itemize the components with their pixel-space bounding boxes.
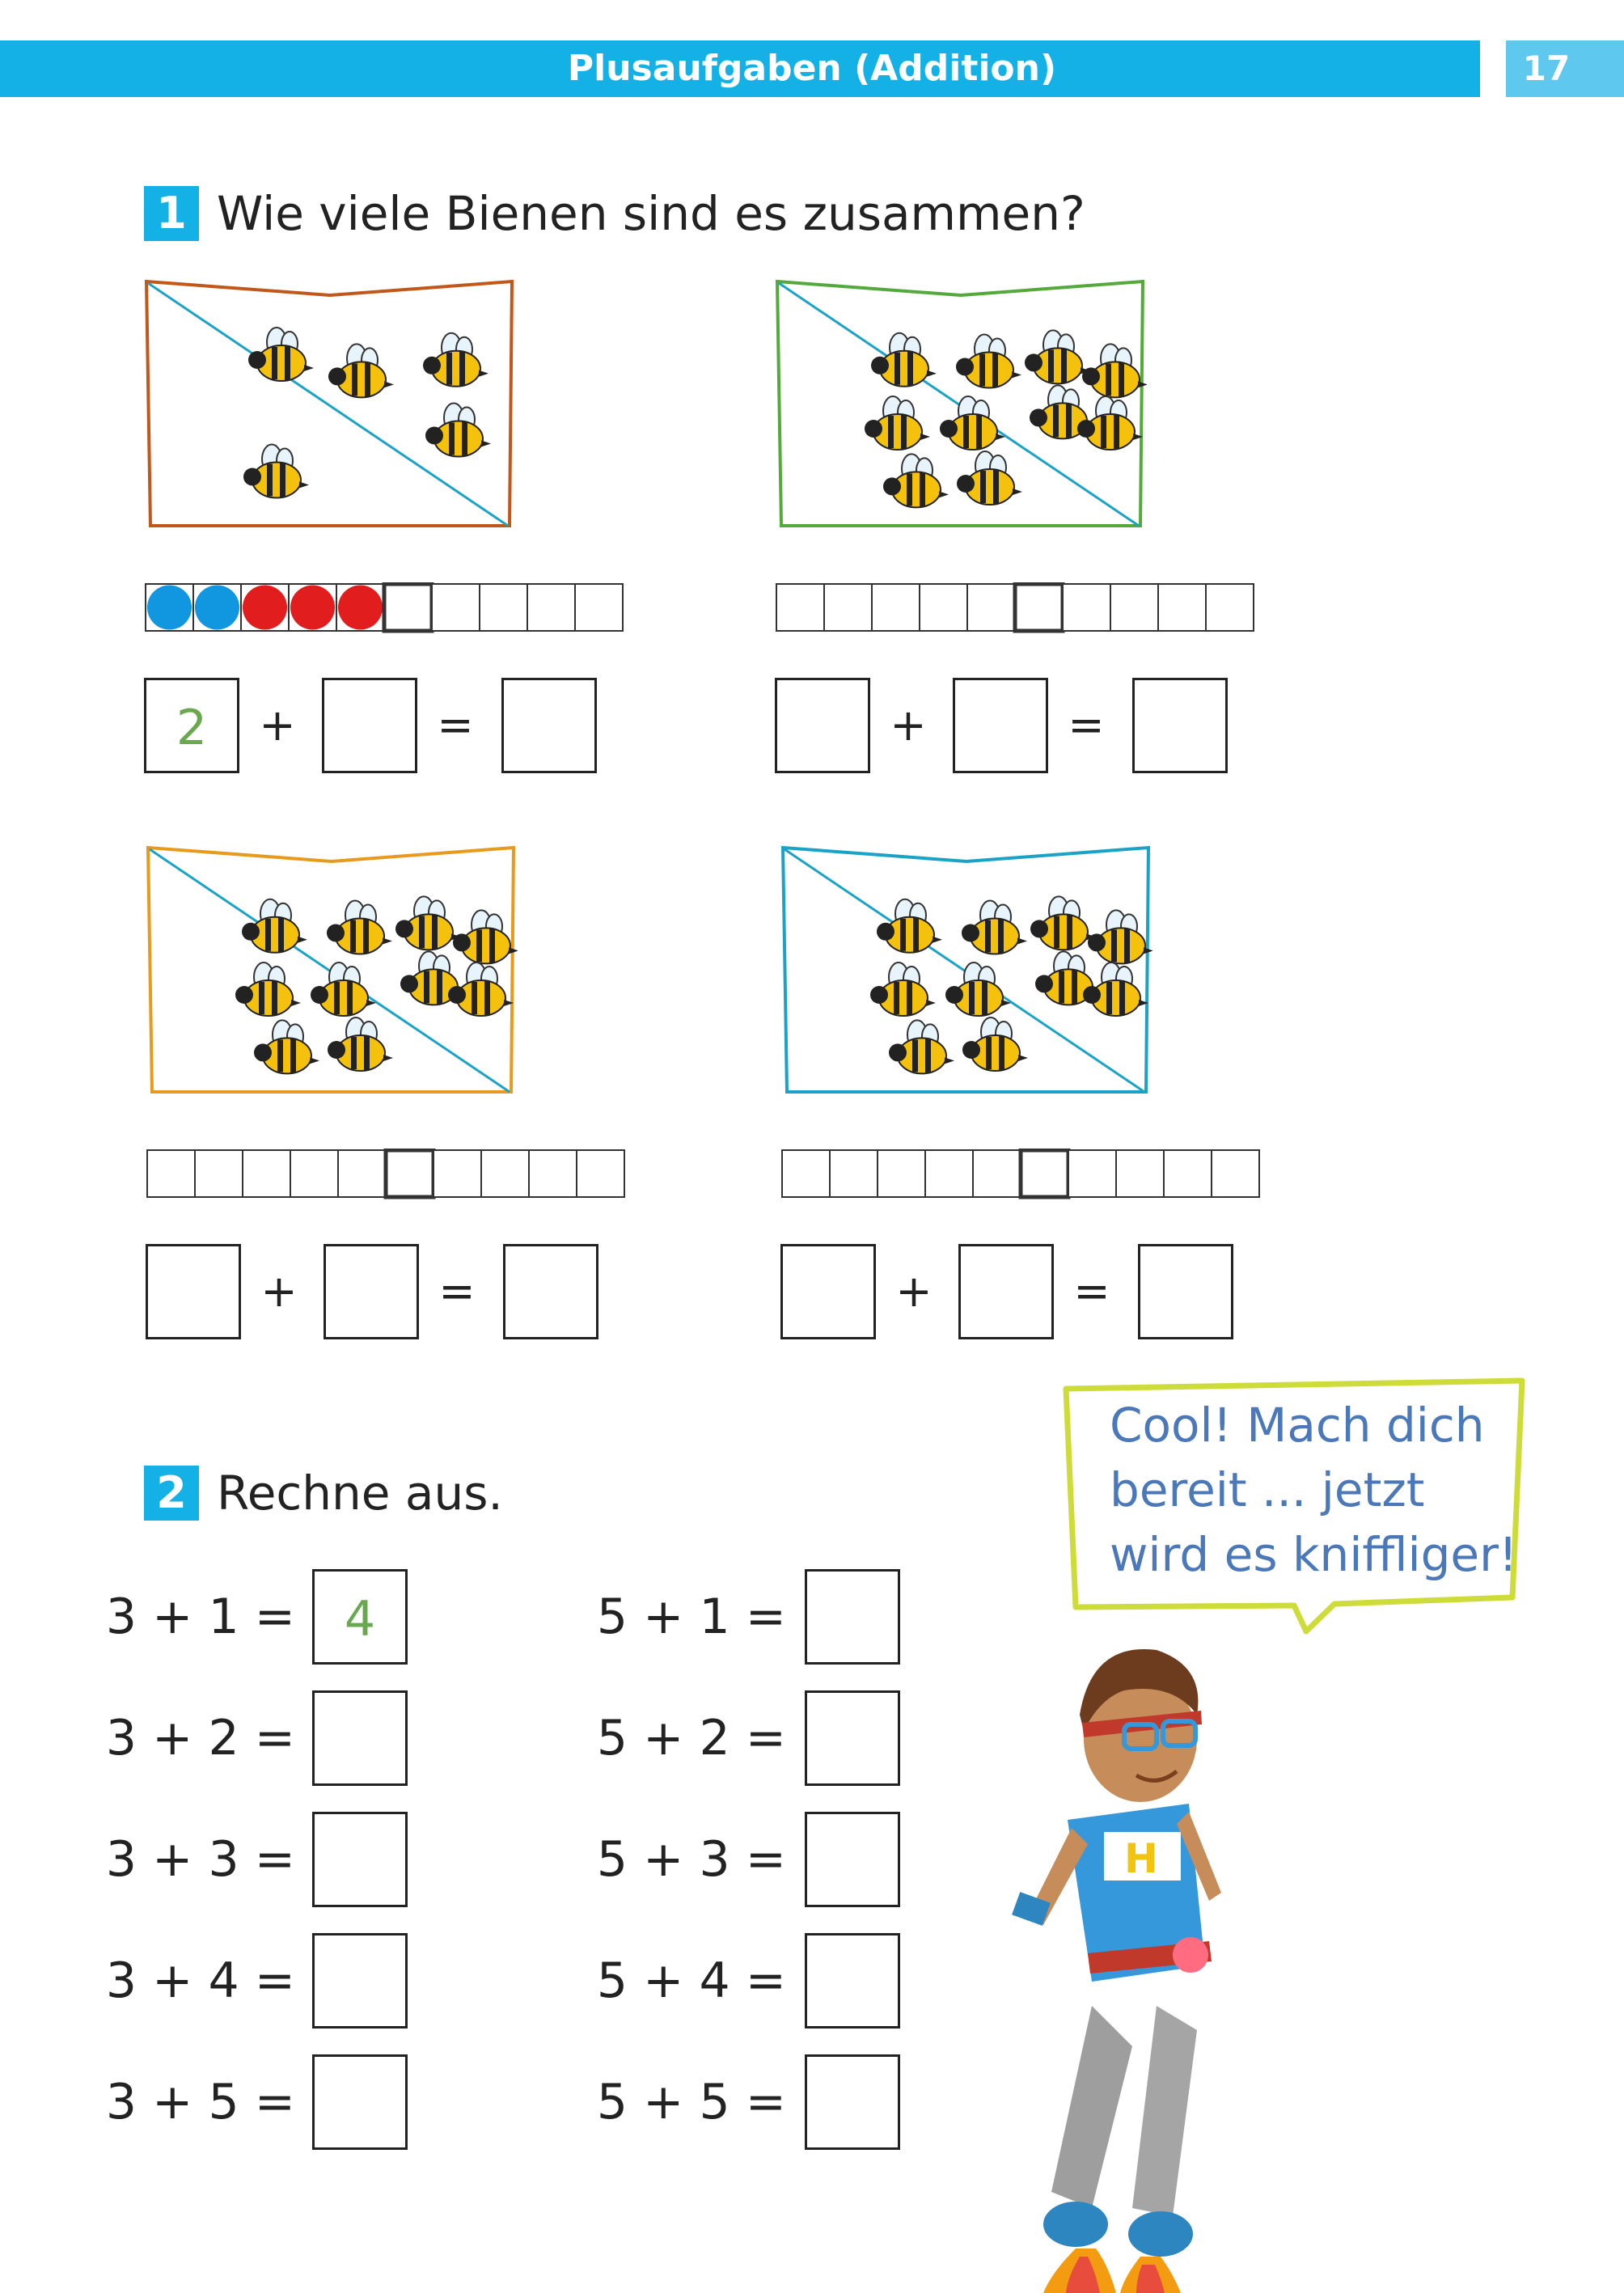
strip-cell xyxy=(147,1150,195,1197)
page-title: Plusaufgaben (Addition) xyxy=(567,48,1057,89)
equation-expression: 5 + 5 = xyxy=(596,2074,786,2130)
strip-cell xyxy=(290,1150,338,1197)
equation-expression: 5 + 1 = xyxy=(596,1589,786,1645)
plus-sign: + xyxy=(259,700,296,751)
strip-cell xyxy=(1212,1150,1259,1197)
answer-box[interactable]: 4 xyxy=(312,1569,408,1665)
plus-sign: + xyxy=(260,1266,298,1317)
strip-cell xyxy=(776,584,824,631)
bee-picture-2 xyxy=(775,279,1147,533)
addend-1-box[interactable] xyxy=(780,1244,876,1339)
strip-cell xyxy=(1068,1150,1116,1197)
strip-cell xyxy=(195,1150,243,1197)
counter-dot xyxy=(147,586,192,630)
task-1-number: 1 xyxy=(144,186,199,241)
speech-line-2: bereit ... jetzt xyxy=(1110,1462,1425,1517)
counting-strip-3 xyxy=(146,1149,628,1204)
bee-picture-1 xyxy=(144,279,516,533)
answer-box[interactable] xyxy=(805,2054,900,2150)
answer-box[interactable] xyxy=(312,1690,408,1786)
strip-cell xyxy=(830,1150,878,1197)
strip-cell xyxy=(967,584,1015,631)
counting-strip-1 xyxy=(144,582,626,637)
bee-picture-3 xyxy=(146,845,518,1099)
strip-cell xyxy=(243,1150,290,1197)
strip-cell xyxy=(1015,584,1063,631)
svg-text:H: H xyxy=(1124,1835,1158,1882)
addend-1-box[interactable]: 2 xyxy=(144,678,239,773)
counting-strip-4 xyxy=(780,1149,1262,1204)
equation-expression: 3 + 1 = xyxy=(105,1589,295,1645)
task-2-number: 2 xyxy=(144,1466,199,1521)
strip-cell xyxy=(824,584,872,631)
answer-box[interactable] xyxy=(805,1933,900,2029)
strip-cell xyxy=(1021,1150,1068,1197)
speech-line-1: Cool! Mach dich xyxy=(1110,1398,1485,1453)
strip-cell xyxy=(433,1150,481,1197)
strip-cell xyxy=(925,1150,973,1197)
bee-picture-4 xyxy=(780,845,1152,1099)
strip-cell xyxy=(384,584,432,631)
hero-boy-illustration xyxy=(930,1626,1351,2293)
equation-expression: 5 + 3 = xyxy=(596,1831,786,1888)
strip-cell xyxy=(920,584,967,631)
strip-cell xyxy=(575,584,623,631)
sum-box[interactable] xyxy=(501,678,597,773)
counter-dot xyxy=(290,586,335,630)
speech-line-3: wird es kniffliger! xyxy=(1110,1527,1518,1582)
equation-expression: 3 + 2 = xyxy=(105,1710,295,1766)
strip-cell xyxy=(1110,584,1158,631)
answer-box[interactable] xyxy=(312,1933,408,2029)
sum-box[interactable] xyxy=(1132,678,1228,773)
equals-sign: = xyxy=(438,1266,476,1317)
strip-cell xyxy=(432,584,480,631)
strip-cell xyxy=(872,584,920,631)
equals-sign: = xyxy=(1073,1266,1110,1317)
addend-2-box[interactable] xyxy=(958,1244,1054,1339)
equation-expression: 3 + 4 = xyxy=(105,1952,295,2009)
strip-cell xyxy=(1206,584,1254,631)
page-number: 17 xyxy=(1522,49,1571,88)
equals-sign: = xyxy=(1068,700,1105,751)
addend-2-box[interactable] xyxy=(953,678,1048,773)
addend-2-box[interactable] xyxy=(324,1244,419,1339)
sum-box[interactable] xyxy=(1138,1244,1233,1339)
strip-cell xyxy=(782,1150,830,1197)
strip-cell xyxy=(529,1150,577,1197)
task-2-title: Rechne aus. xyxy=(217,1466,503,1521)
counter-dot xyxy=(195,586,239,630)
counter-dot xyxy=(243,586,287,630)
strip-cell xyxy=(973,1150,1021,1197)
addend-1-box[interactable] xyxy=(146,1244,241,1339)
answer-box[interactable] xyxy=(805,1690,900,1786)
strip-cell xyxy=(386,1150,433,1197)
plus-sign: + xyxy=(890,700,927,751)
counting-strip-2 xyxy=(775,582,1257,637)
equals-sign: = xyxy=(437,700,474,751)
addend-1-box[interactable] xyxy=(775,678,870,773)
equation-expression: 5 + 4 = xyxy=(596,1952,786,2009)
counter-dot xyxy=(338,586,383,630)
plus-sign: + xyxy=(895,1266,933,1317)
strip-cell xyxy=(577,1150,624,1197)
answer-box[interactable] xyxy=(805,1569,900,1665)
task-1-title: Wie viele Bienen sind es zusammen? xyxy=(217,186,1085,241)
equation-expression: 3 + 5 = xyxy=(105,2074,295,2130)
strip-cell xyxy=(1116,1150,1164,1197)
strip-cell xyxy=(1158,584,1206,631)
answer-box[interactable] xyxy=(312,1812,408,1907)
strip-cell xyxy=(1063,584,1110,631)
strip-cell xyxy=(1164,1150,1212,1197)
answer-box[interactable] xyxy=(312,2054,408,2150)
strip-cell xyxy=(480,584,527,631)
strip-cell xyxy=(878,1150,925,1197)
equation-expression: 5 + 2 = xyxy=(596,1710,786,1766)
addend-2-box[interactable] xyxy=(322,678,417,773)
answer-box[interactable] xyxy=(805,1812,900,1907)
strip-cell xyxy=(481,1150,529,1197)
strip-cell xyxy=(527,584,575,631)
strip-cell xyxy=(338,1150,386,1197)
equation-expression: 3 + 3 = xyxy=(105,1831,295,1888)
sum-box[interactable] xyxy=(503,1244,598,1339)
